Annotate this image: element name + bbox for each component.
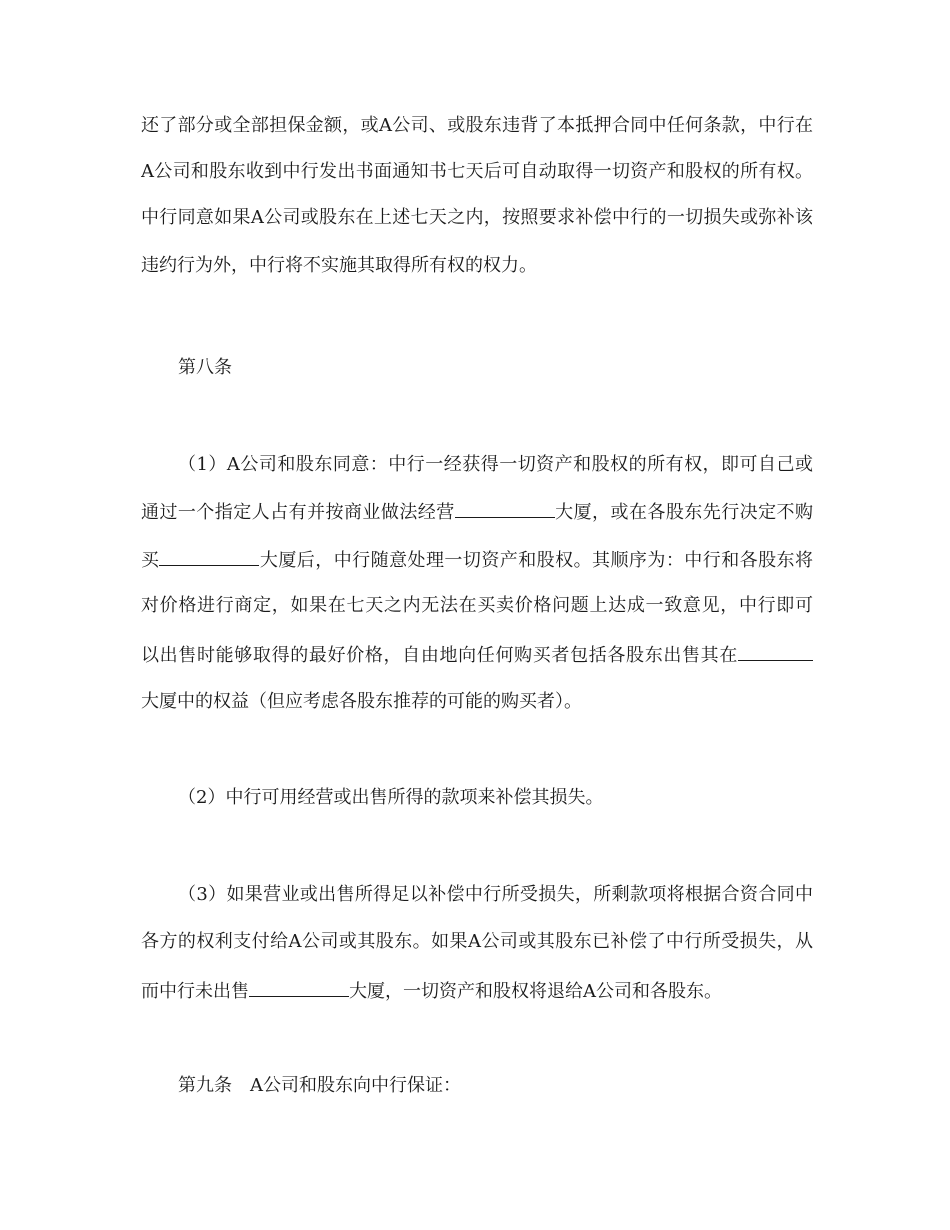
paragraph-line: 违约行为外，中行将不实施其取得所有权的权力。 xyxy=(141,255,537,276)
clause-3-line: 各方的权利支付给A公司或其股东。如果A公司或其股东已补偿了中行所受损失，从 xyxy=(141,931,813,952)
clause-1-line: 大厦中的权益（但应考虑各股东推荐的可能的购买者）。 xyxy=(141,691,582,712)
clause-1-text: 买 xyxy=(141,550,160,571)
clause-1-text: 大厦，或在各股东先行决定不购 xyxy=(554,502,813,523)
clause-1-line xyxy=(141,642,813,668)
blank-field xyxy=(159,547,259,566)
clause-1-line xyxy=(141,499,813,525)
paragraph-line: A公司和股东收到中行发出书面通知书七天后可自动取得一切资产和股权的所有权。 xyxy=(141,161,813,182)
clause-1-line: 对价格进行商定，如果在七天之内无法在买卖价格问题上达成一致意见，中行即可 xyxy=(141,595,813,616)
blank-field xyxy=(738,642,813,661)
blank-field xyxy=(455,499,555,518)
clause-3-line: （3）如果营业或出售所得足以补偿中行所受损失，所剩款项将根据合资合同中 xyxy=(178,884,813,905)
clause-3-line xyxy=(141,978,813,1004)
clause-1-line: （1）A公司和股东同意：中行一经获得一切资产和股权的所有权，即可自己或 xyxy=(178,454,813,475)
clause-3-text: 大厦，一切资产和股权将退给A公司和各股东。 xyxy=(349,981,722,1002)
clause-1-text: 通过一个指定人占有并按商业做法经营 xyxy=(141,502,455,523)
blank-field xyxy=(249,978,349,997)
clause-1-line xyxy=(141,547,813,573)
paragraph-line: 中行同意如果A公司或股东在上述七天之内，按照要求补偿中行的一切损失或弥补该 xyxy=(141,207,813,228)
article-8-heading: 第八条 xyxy=(178,357,232,378)
clause-2-line: （2）中行可用经营或出售所得的款项来补偿其损失。 xyxy=(178,787,604,808)
clause-1-text: 以出售时能够取得的最好价格，自由地向任何购买者包括各股东出售其在 xyxy=(141,645,738,666)
article-9-heading: 第九条 A公司和股东向中行保证： xyxy=(178,1075,461,1096)
clause-3-text: 而中行未出售 xyxy=(141,981,249,1002)
paragraph-line: 还了部分或全部担保金额，或A公司、或股东违背了本抵押合同中任何条款，中行在 xyxy=(141,115,813,136)
clause-1-text: 大厦后，中行随意处理一切资产和股权。其顺序为：中行和各股东将 xyxy=(259,550,813,571)
